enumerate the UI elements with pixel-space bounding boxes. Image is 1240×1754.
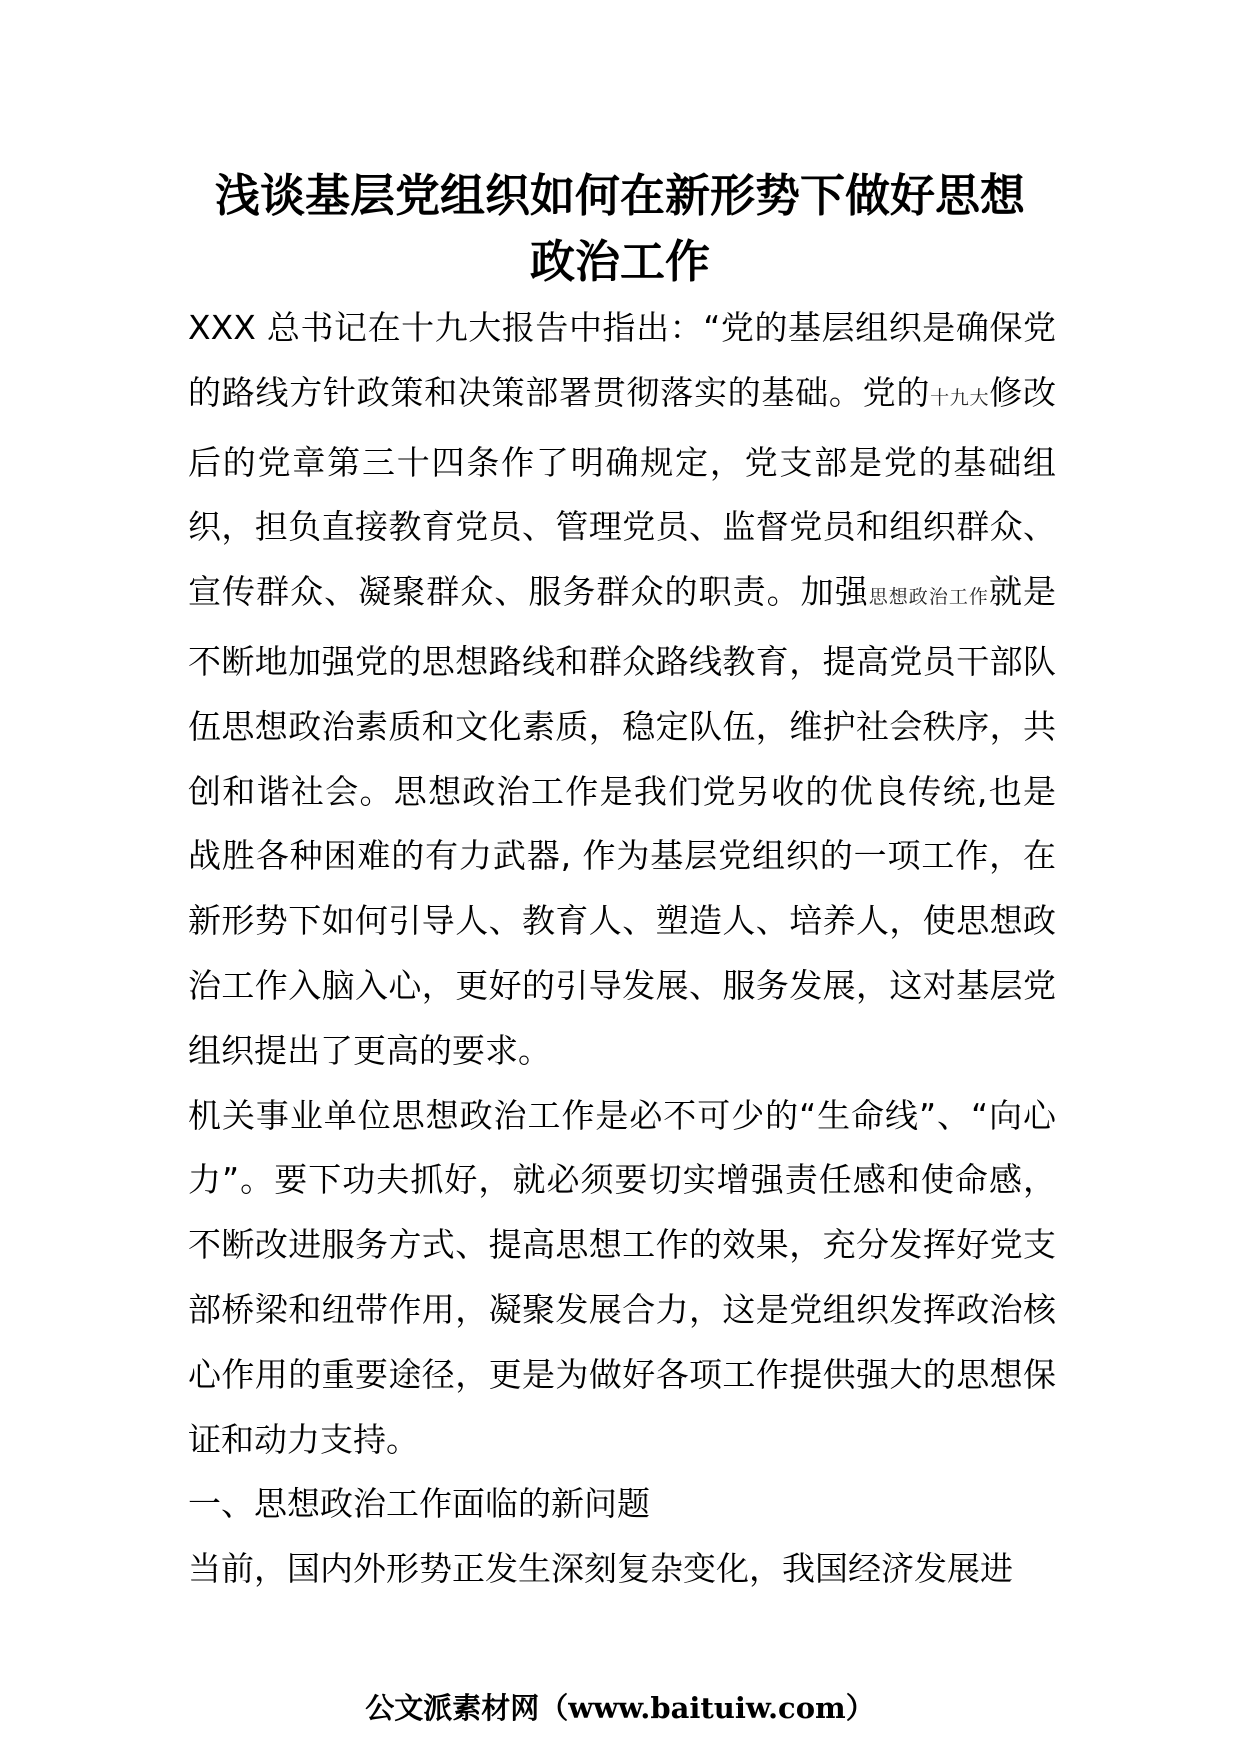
inline-small-text: 十九大 [930,386,990,409]
paragraph-2: 机关事业单位思想政治工作是必不可少的“生命线”、“向心力”。要下功夫抓好，就必须要切实增强责任感和使命感，不断改进服务方式、提高思想工作的效果，充分发挥好党支部桥梁和纽带作用，凝聚发展合力，这是党组织发挥政治核心作用的重要途径，更是为做好各项工作提供强大的思想保证和动力支持。 [188,1095,1056,1459]
document-title [150,163,1090,295]
paragraph-1-text-c: 就是不断地加强党的思想路线和群众路线教育，提高党员干部队伍思想政治素质和文化素质，稳定队伍，维护社会秩序，共创和谐社会。思想政治工作是我们党另收的优良传统,也是战胜各种困难的有力武器, 作为基层党组织的一项工作，在新形势下如何引导人、教育人、塑造人、培养人，使思想政治工作入脑入心，更好的引导发展、服务发展，这对基层党组织提出了更高的要求。 [188,572,1057,1070]
document-body [188,296,1056,1602]
paragraph-1 [188,296,1056,1084]
inline-small-text: 思想政治工作 [868,586,989,609]
title-line-2: 政治工作 [529,235,710,288]
footer-watermark: 公文派素材网（www.baituiw.com） [365,1691,875,1725]
paragraph-3: 当前，国内外形势正发生深刻复杂变化，我国经济发展进 [188,1549,1013,1589]
paragraph-1-text-a: XXX 总书记在十九大报告中指出：“党的基层组织是确保党的路线方针政策和决策部署贯彻落实的基础。党的 [188,308,1056,412]
title-line-1: 浅谈基层党组织如何在新形势下做好思想 [214,169,1025,222]
section-heading: 一、思想政治工作面临的新问题 [188,1484,650,1524]
paragraph-1-text-b: 修改后的党章第三十四条作了明确规定，党支部是党的基础组织，担负直接教育党员、管理党员、监督党员和组织群众、宣传群众、凝聚群众、服务群众的职责。加强 [188,372,1057,612]
